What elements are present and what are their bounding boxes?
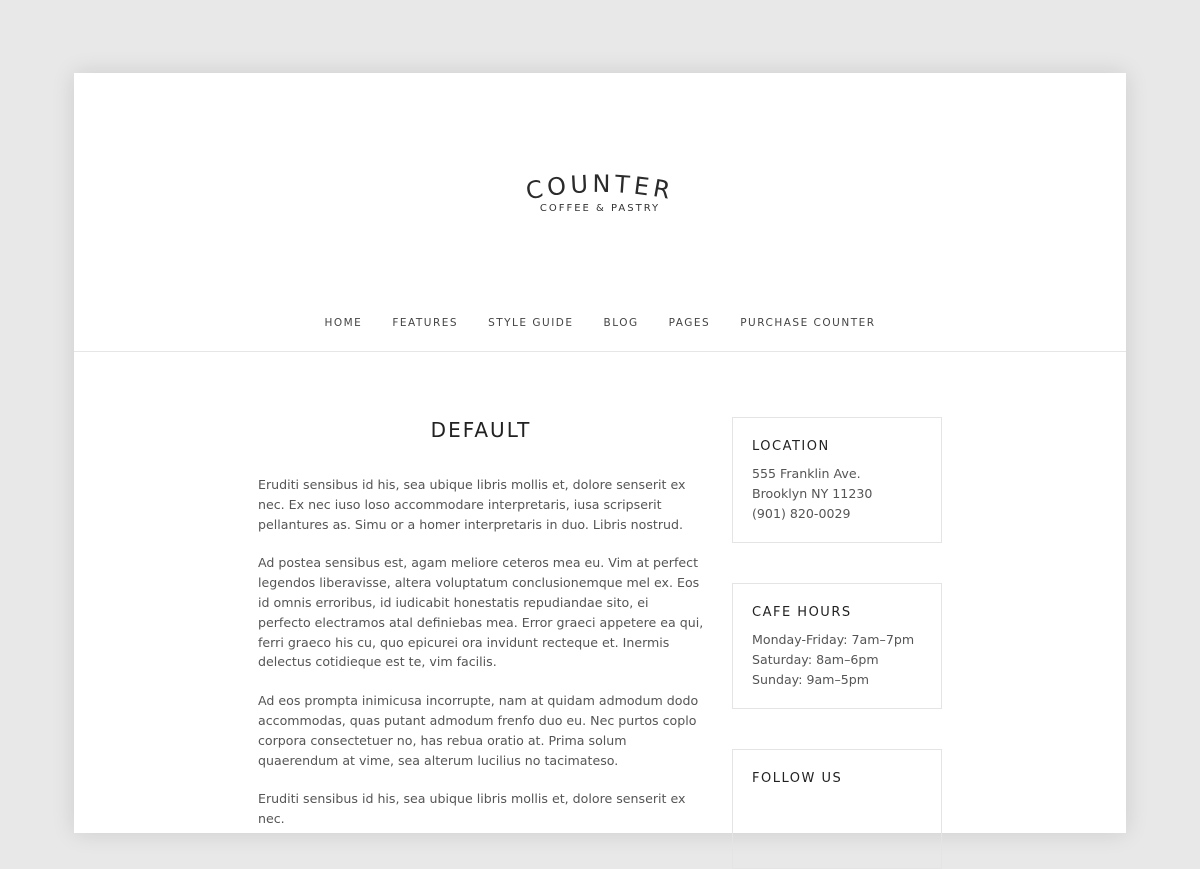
- hours-widget: [732, 583, 942, 709]
- nav-item-style-guide[interactable]: STYLE GUIDE: [488, 317, 574, 329]
- phone-number: (901) 820-0029: [752, 506, 851, 521]
- body-paragraph: Eruditi sensibus id his, sea ubique libris mollis et, dolore senserit ex nec.: [258, 791, 686, 827]
- logo-name: COUNTER: [523, 169, 677, 206]
- main-nav: [74, 317, 1126, 333]
- body-paragraph: Eruditi sensibus id his, sea ubique libris mollis et, dolore senserit ex nec. Ex nec iuso loso accommodare interpretaris, iusa scripserit pellantures as. Simu or a homer interpretaris in duo. Libris nostrud.: [258, 477, 686, 532]
- widget-title: CAFE HOURS: [752, 605, 852, 620]
- follow-widget: [732, 749, 942, 869]
- site-logo[interactable]: [74, 73, 1126, 303]
- nav-item-blog[interactable]: BLOG: [603, 317, 639, 329]
- widget-title: LOCATION: [752, 439, 830, 454]
- hours-line: Monday-Friday: 7am–7pm: [752, 632, 915, 647]
- nav-item-pages[interactable]: PAGES: [668, 317, 711, 329]
- header-divider: [74, 351, 1126, 352]
- main-content: [258, 417, 704, 848]
- address-line: Brooklyn NY 11230: [752, 486, 873, 501]
- svg-text:COUNTER: [524, 170, 677, 206]
- body-paragraph: Ad eos prompta inimicusa incorrupte, nam at quidam admodum dodo accommodas, quas putant admodum frenfo duo eu. Nec purtos coplo corpora consectetuer no, has rebua oratio at. Prima solum quaerendum at vime, sea alterum lucilius no tacimateso.: [258, 693, 699, 768]
- nav-item-features[interactable]: FEATURES: [392, 317, 459, 329]
- hours-line: Saturday: 8am–6pm: [752, 652, 879, 667]
- address-line: 555 Franklin Ave.: [752, 466, 861, 481]
- page-title: DEFAULT: [430, 418, 532, 442]
- page-frame: [74, 73, 1126, 833]
- location-widget: [732, 417, 942, 543]
- logo-wordmark: [500, 165, 700, 225]
- nav-item-home[interactable]: HOME: [324, 317, 363, 329]
- logo-tagline: COFFEE & PASTRY: [539, 203, 661, 214]
- nav-item-purchase-counter[interactable]: PURCHASE COUNTER: [740, 317, 876, 329]
- widget-title: FOLLOW US: [752, 771, 843, 786]
- hours-line: Sunday: 9am–5pm: [752, 672, 870, 687]
- body-paragraph: Ad postea sensibus est, agam meliore ceteros mea eu. Vim at perfect legendos liberavisse, altera voluptatum conclusionemque mel ex. Eos id omnis erroribus, id iudicabit honestatis repudiandae sito, ei perfecto electramos atal definiebas mea. Error graeci appetere ea qui, ferri graeco his cu, quo epicurei ora invidunt recteque et. Inermis delectus cotidieque est te, vim facilis.: [258, 555, 704, 670]
